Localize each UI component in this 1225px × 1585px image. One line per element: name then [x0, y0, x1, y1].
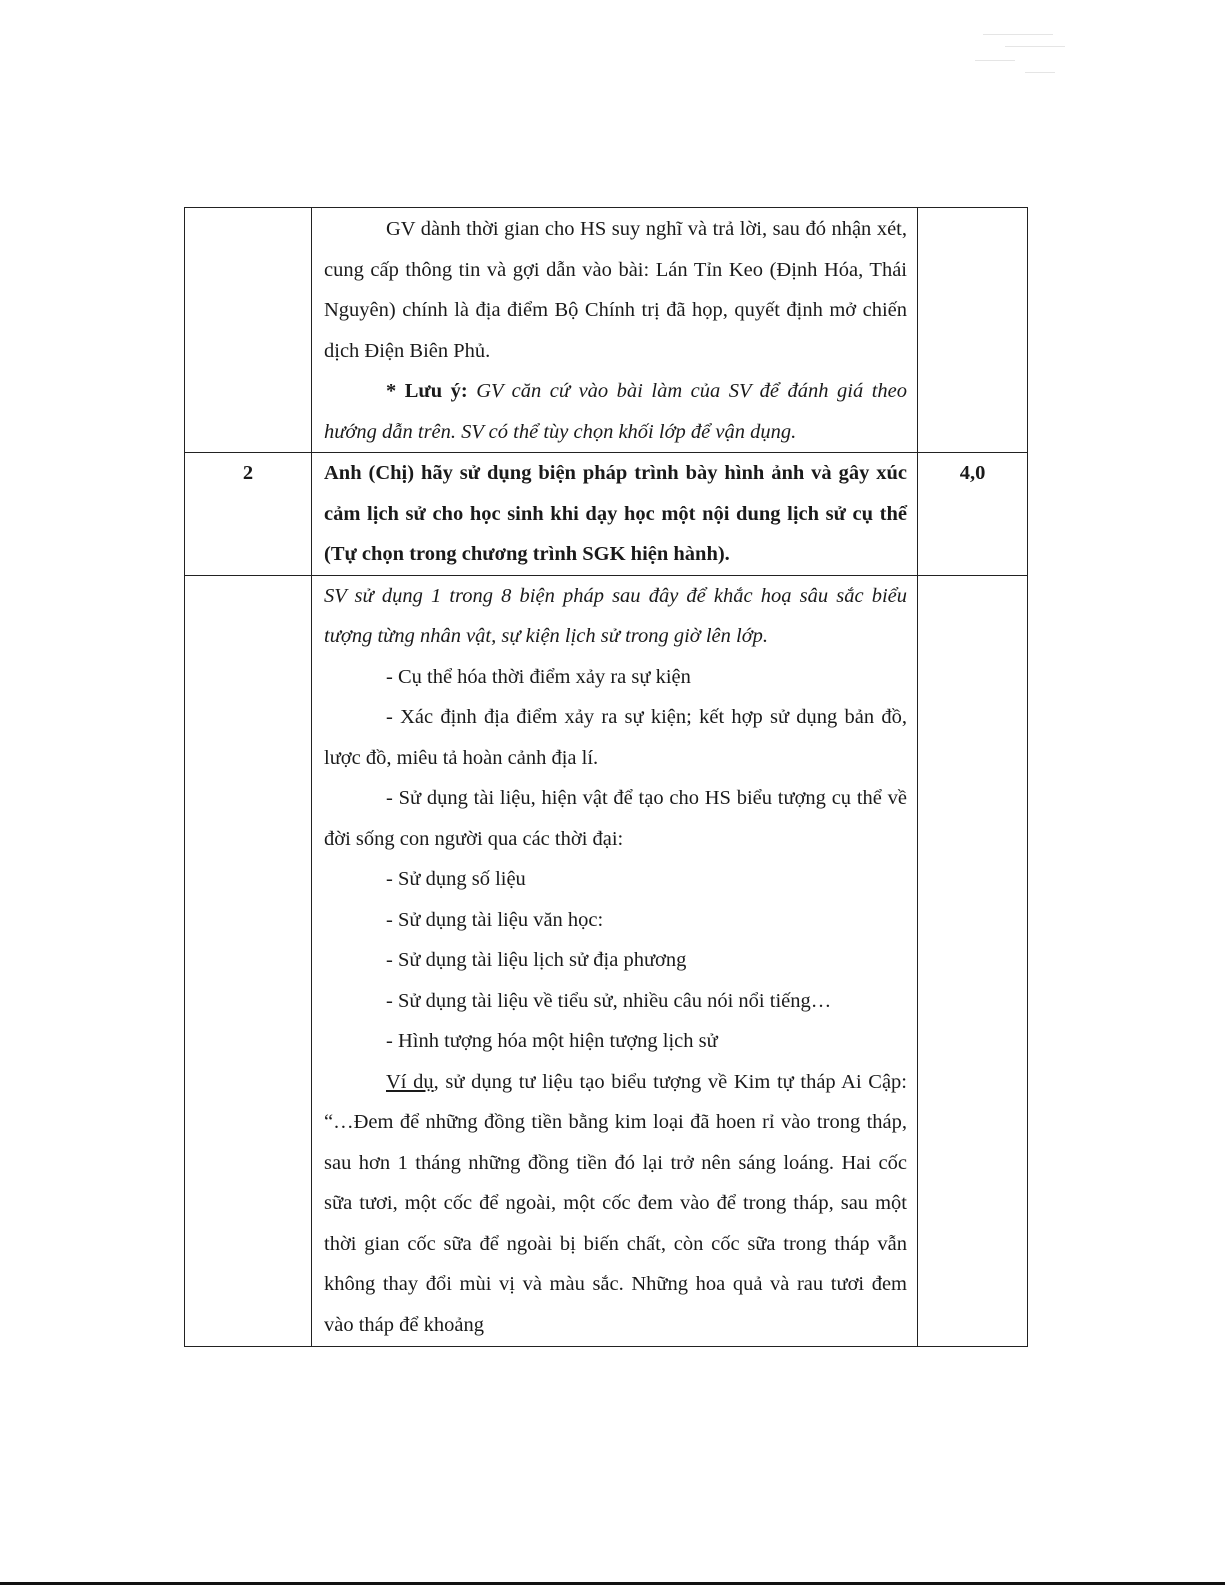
- list-item: - Sử dụng số liệu: [386, 868, 526, 890]
- list-item: - Hình tượng hóa một hiện tượng lịch sử: [386, 1030, 718, 1052]
- question-text: Anh (Chị) hãy sử dụng biện pháp trình bày hình ảnh và gây xúc cảm lịch sử cho học sinh khi dạy học một nội dung lịch sử cụ thể (Tự chọn trong chương trình SGK hiện hành).: [324, 462, 907, 565]
- example-paragraph: [324, 1062, 907, 1346]
- table-row: [185, 208, 1028, 453]
- score-cell: [918, 575, 1028, 1346]
- intro-paragraph: SV sử dụng 1 trong 8 biện pháp sau đây để khắc hoạ sâu sắc biểu tượng từng nhân vật, sự kiện lịch sử trong giờ lên lớp.: [324, 584, 907, 647]
- list-item: - Sử dụng tài liệu văn học:: [386, 908, 604, 931]
- scan-artifact: [975, 28, 1085, 88]
- note-label: * Lưu ý:: [386, 380, 468, 402]
- note-paragraph: [324, 371, 907, 452]
- question-number-cell: [185, 208, 312, 453]
- content-cell: [312, 575, 918, 1346]
- list-item: - Cụ thể hóa thời điểm xảy ra sự kiện: [386, 665, 691, 688]
- list-item: - Sử dụng tài liệu, hiện vật để tạo cho HS biểu tượng cụ thể về đời sống con người qua các thời đại:: [324, 787, 907, 850]
- score-cell: 4,0: [918, 453, 1028, 576]
- example-text: , sử dụng tư liệu tạo biểu tượng về Kim tự tháp Ai Cập: “…Đem để những đồng tiền bằng kim loại đã hoen rỉ vào trong tháp, sau hơn 1 tháng những đồng tiền đó lại trở nên sáng loáng. Hai cốc sữa tươi, một cốc để ngoài, một cốc đem vào để trong tháp, sau một thời gian cốc sữa để ngoài bị biến chất, còn cốc sữa trong tháp vẫn không thay đổi mùi vị và màu sắc. Những hoa quả và rau tươi đem vào tháp để khoảng: [324, 1070, 908, 1336]
- paragraph: GV dành thời gian cho HS suy nghĩ và trả lời, sau đó nhận xét, cung cấp thông tin và gợi dẫn vào bài: Lán Tỉn Keo (Định Hóa, Thái Nguyên) chính là địa điểm Bộ Chính trị đã họp, quyết định mở chiến dịch Điện Biên Phủ.: [324, 218, 907, 362]
- list-item: - Xác định địa điểm xảy ra sự kiện; kết hợp sử dụng bản đồ, lược đồ, miêu tả hoàn cảnh địa lí.: [324, 706, 907, 769]
- example-label: Ví dụ: [386, 1070, 434, 1093]
- question-number-cell: 2: [185, 453, 312, 576]
- table-row: [185, 453, 1028, 576]
- table-row: [185, 575, 1028, 1346]
- question-cell: [312, 453, 918, 576]
- question-number-cell: [185, 575, 312, 1346]
- score-cell: [918, 208, 1028, 453]
- note-text: GV căn cứ vào bài làm của SV để đánh giá theo hướng dẫn trên. SV có thể tùy chọn khối lớp để vận dụng.: [324, 380, 907, 443]
- list-item: - Sử dụng tài liệu về tiểu sử, nhiều câu nói nổi tiếng…: [386, 989, 832, 1012]
- answer-key-table: [184, 207, 1028, 1347]
- content-cell: [312, 208, 918, 453]
- list-item: - Sử dụng tài liệu lịch sử địa phương: [386, 949, 687, 971]
